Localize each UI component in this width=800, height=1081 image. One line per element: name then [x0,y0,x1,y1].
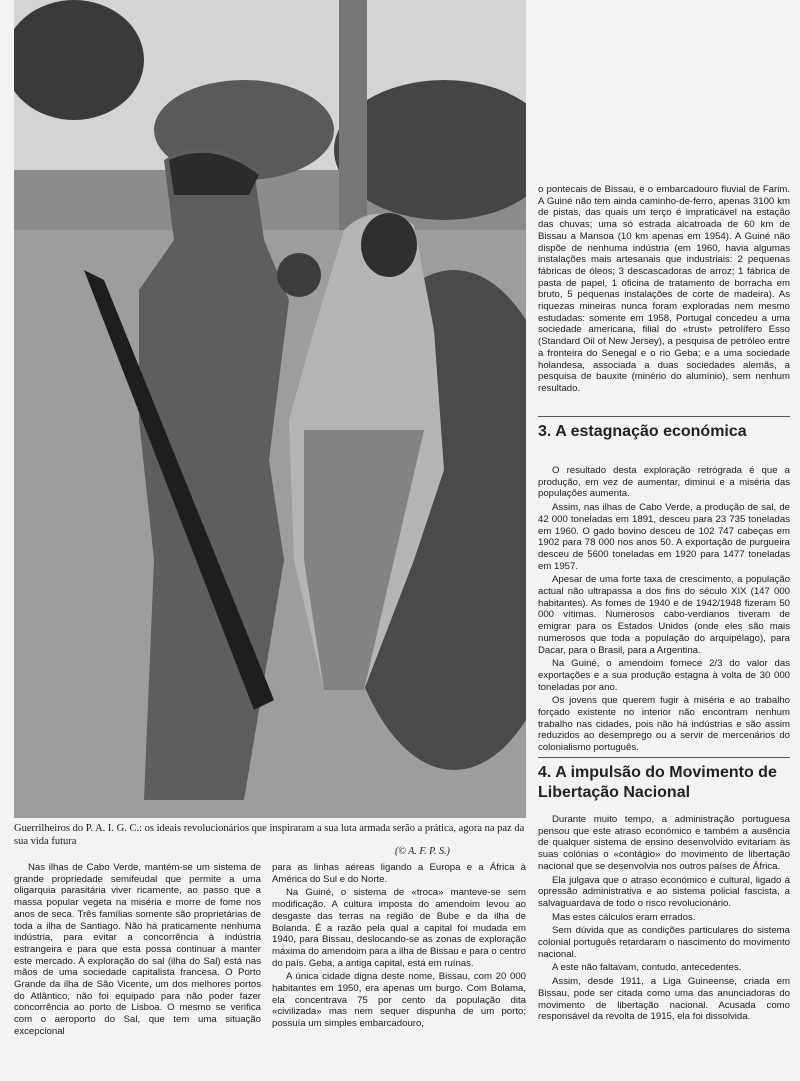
paragraph: Assim, nas ilhas de Cabo Verde, a produção de sal, de 42 000 toneladas em 1891, desceu para 23 735 toneladas em 1960. O gado bovino desceu de 102 747 cabeças em 1902 para 78 000 nos anos 50. A exportação de purgueira desceu de 5600 toneladas em 1920 para 1477 toneladas em 1957. [538,502,790,572]
paragraph: Durante muito tempo, a administração portuguesa pensou que este atraso económico e também a ausência de qualquer sistema de ensino desenvolvido evitariam às suas colónias o «contágio» do movimento de libertação nacional que se desenvolvia nos outros países de África. [538,814,790,872]
paragraph: Mas estes cálculos eram errados. [552,911,696,923]
paragraph: Ela julgava que o atraso económico e cultural, ligado à opressão administrativa e ao sistema policial fascista, a salvaguardava de todo o risco revolucionário. [538,874,790,909]
column-4 [538,465,790,756]
column-2 [272,862,526,1032]
paragraph: A este não faltavam, contudo, antecedentes. [552,962,742,974]
paragraph: Os jovens que querem fugir à miséria e ao trabalho forçado existente no interior não encontram nenhum trabalho nas cidades, pois não há indústrias e são assim reduzidos ao desemprego ou a servir de mercenários do colonialismo português. [538,695,790,754]
paragraph: Sem dúvida que as condições particulares do sistema colonial português retardaram o nascimento do movimento nacional. [538,925,790,960]
photo-caption: Guerrilheiros do P. A. I. G. C.: os ideais revolucionários que inspiraram a sua luta armada serão a prática, agora na paz da sua vida futura [14,823,525,847]
article-photo [14,0,526,818]
paragraph: Na Guiné, o sistema de «troca» manteve-se sem modificação. A cultura imposta do amendoim levou ao desgaste das terras na região de Bube e da ilha de Bolanda. É a razão pela qual a capital foi mudada em 1940, para Bissau, deslocando-se as zonas de exploração máxima do amendoim para a ilha de Bissau e para o centro do país. Geba, a antiga capital, está em ruínas. [272,887,526,969]
paragraph: Apesar de uma forte taxa de crescimento, a população actual não ultrapassa a dos fins do século XIX (147 000 habitantes). As fomes de 1940 e de 1942/1948 fizeram 50 000 vítimas. Numerosos cabo-verdianos tiveram de emigrar para os Estados Unidos (onde eles são mais numerosos que toda a população do arquipélago), para Dacar, para o Brasil, para a Argentina. [538,574,790,656]
section-heading-3: 3. A estagnação económica [538,423,747,440]
photo-illustration [14,0,526,818]
paragraph: A única cidade digna deste nome, Bissau, com 20 000 habitantes em 1950, era apenas um burgo. Com Bolama, ela concentrava 75 por cento da população dita «civilizada» mas nem sequer dispunha de um porto; possuía um simples embarcadouro, [272,971,526,1030]
section-divider [538,416,790,417]
paragraph: O resultado desta exploração retrógrada é que a produção, em vez de aumentar, diminui e a miséria das populações aumenta. [538,465,790,500]
section-heading-4: 4. A impulsão do Movimento de Libertação Nacional [538,764,777,801]
paragraph: o pontecais de Bissau, e o embarcadouro fluvial de Farim. A Guiné não tem ainda caminho-de-ferro, apenas 3100 km de pistas, das quais um terço é impraticável na estação das chuvas; uma só estrada alcatroada de 60 km de Bissau a Mansoa (10 km apenas em 1954). A Guiné não dispõe de nenhuma indústria (em 1960, havia algumas instalações mais artesanais que industriais: 2 pequenas fábricas de óleos; 3 descascadoras de arroz; 1 fábrica de pasta de papel, 1 oficina de tratamento de borracha em bruto, 5 pequenas instalações de corte de madeira). As riquezas mineiras nunca foram exploradas nem mesmo estudadas: somente em 1958, Portugal concedeu a uma sociedade americana, filial do «trust» petrolífero Esso (Standard Oil of New Jersey), a pesquisa de petróleo entre a fronteira do Senegal e o rio Geba; e a uma sociedade holandesa, associada a duas sociedades alemãs, a pesquisa de bauxite (minério do alumínio), sem nenhum resultado. [538,184,790,394]
paragraph: Assim, desde 1911, a Liga Guineense, criada em Bissau, pode ser citada como uma das anunciadoras do movimento de libertação nacional. Acusada como responsável da revolta de 1915, ela foi dissolvida. [538,976,790,1023]
photo-credit: (© A. F. P. S.) [395,846,450,857]
section-divider [538,757,790,758]
column-3 [538,184,790,397]
paragraph: Nas ilhas de Cabo Verde, mantém-se um sistema de grande propriedade semifeudal que permite a uma oligarquia parasitária viver ricamente, ao passo que a massa popular vegeta na miséria e morre de fome nos anos de seca. Três famílias somente são proprietárias de toda a ilha de Santiago. Não há praticamente nenhuma indústria, para evitar a concorrência à indústria estrangeira e para que esta possa continuar a manter este mercado. A exploração do sal (ilha do Sal) está nas mãos de uma sociedade capitalista francesa. O Porto Grande da ilha de São Vicente, um dos melhores portos do Atlântico, não foi equipado para não poder fazer concorrência ao porto de Lisboa. O mesmo se verifica com o aeroporto do Sal, que tem uma situação excepcional [14,862,261,1037]
column-5 [538,814,790,1025]
paragraph: Na Guiné, o amendoim fornece 2/3 do valor das exportações e a sua produção estagna à volta de 30 000 toneladas por ano. [538,658,790,693]
column-1 [14,862,261,1040]
paragraph: para as linhas aéreas ligando a Europa e a África à América do Sul e do Norte. [272,862,526,885]
